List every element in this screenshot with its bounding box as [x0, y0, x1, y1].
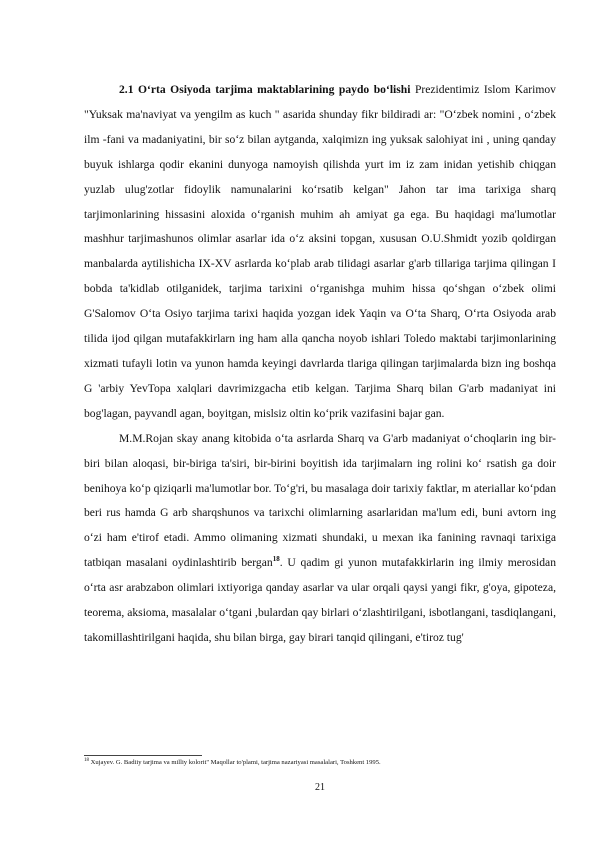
footnote-divider [84, 755, 202, 756]
paragraph-2-text-a: M.M.Rojan skay anang kitobida o‘ta asrlarda Sharq va G'arb madaniyat o‘choqlarin ing bir-biri bilan aloqasi, bir-biriga ta'siri, bir-birini boyitish ida tarjimalarn ing rolini kᴏ‘ rsatish ga doir benihoya ko‘p qiziqarli ma'lumotlar bor. To‘g'ri, bu masalaga doir tarixiy faktlar, m ateriallar ko‘pdan beri rus hamda G arb sharqshunos va tarixchi olimlarning asarlaridan ma'lum edi, buni avtorn ing o‘zi ham e'tirof etadi. Ammo olimaning xizmati shundaki, u mexan ika fanining ravnaqi tarixiga tatbiqan masalani oydinlashtirib bergan [84, 431, 556, 570]
paragraph-2 [84, 427, 556, 651]
page-number: 21 [315, 782, 325, 793]
paragraph-1 [84, 78, 556, 427]
footnote-reference[interactable]: 18 [272, 555, 280, 564]
footnote-number: 18 [84, 757, 89, 763]
page-body [84, 78, 556, 651]
footnote-text: Xujayev. G. Badiiy tarjima va milliy kolorit" Maqollar to'plami, tarjima nazariyasi masalalari, Toshkent 1995. [89, 759, 381, 766]
footnote [84, 758, 384, 768]
paragraph-1-text: Prezidentimiz Islom Karimov "Yuksak ma'naviyat va yengilm as kuch " asarida shunday fikr bildiradi ar: "O‘zbek nomini , o‘zbek ilm -fani va madaniyatini, bir so‘z bilan aytganda, xalqimizn ing yuksak salohiyat ini , uning qanday buyuk ishlarga qodir ekanini dunyoga namoyish qilishda yurt im iz zam inidan yetishib chiqgan yuzlab ulug'zotlar fidoylik namunalarini ko‘rsatib kelgan" Jahon tar ima tarixiga sharq tarjimonlarining hissasini aloxida o‘rganish muhim ah amiyat ga ega. Bu haqidagi ma'lumotlar mashhur tarjimashunos olimlar asarlar ida o‘z aksini topgan, xususan O.U.Shmidt yozib qoldirgan manbalarda aytilishicha IX-XV asrlarda ko‘plab arab tilidagi asarlar g'arb tillariga tarjima qilingan I bobda ta'kidlab otilganidek, tarjima tarixini o‘rganishga muhim hissa qo‘shgan o‘zbek olimi G'Salomov O‘ta Osiyo tarjima tarixi haqida yozgan idek Yaqin va O‘ta Sharq, O‘rta Osiyoda arab tilida ijod qilgan mutafakkirlarn ing ham alla qancha noyob ishlari Toledo maktabi tarjimonlarining xizmati tufayli lotin va yunon hamda keyingi davrlarda tlariga qilingan tarjimalarda bizn ing boshqa G 'arbiy YevTopa xalqlari davrimizgacha etib kelgan. Tarjima Sharq bilan G'arb madaniyat ini bog'lagan, payvandl agan, boyitgan, mislsiz oltin ko‘prik vazifasini bajar gan. [84, 83, 556, 420]
section-heading: 2.1 O‘rta Osiyoda tarjima maktablarining paydo bo‘lishi [119, 83, 411, 96]
paragraph-2-text-b: . U qadim gi yunon mutafakkirlarin ing ilmiy merosidan o‘rta asr arabzabon olimlari ixtiyoriga qanday asarlar va ular orqali qaysi yangi fikr, g'oya, gipoteza, teorema, aksioma, masalalar o‘tgani ,bulardan qay birlari o‘zlashtirilgani, isbotlangani, tasdiqlangani, takomillashtirilgani haqida, shu bilan birga, gay birari tanqid qilingani, e'tiroz tug' [84, 556, 556, 644]
